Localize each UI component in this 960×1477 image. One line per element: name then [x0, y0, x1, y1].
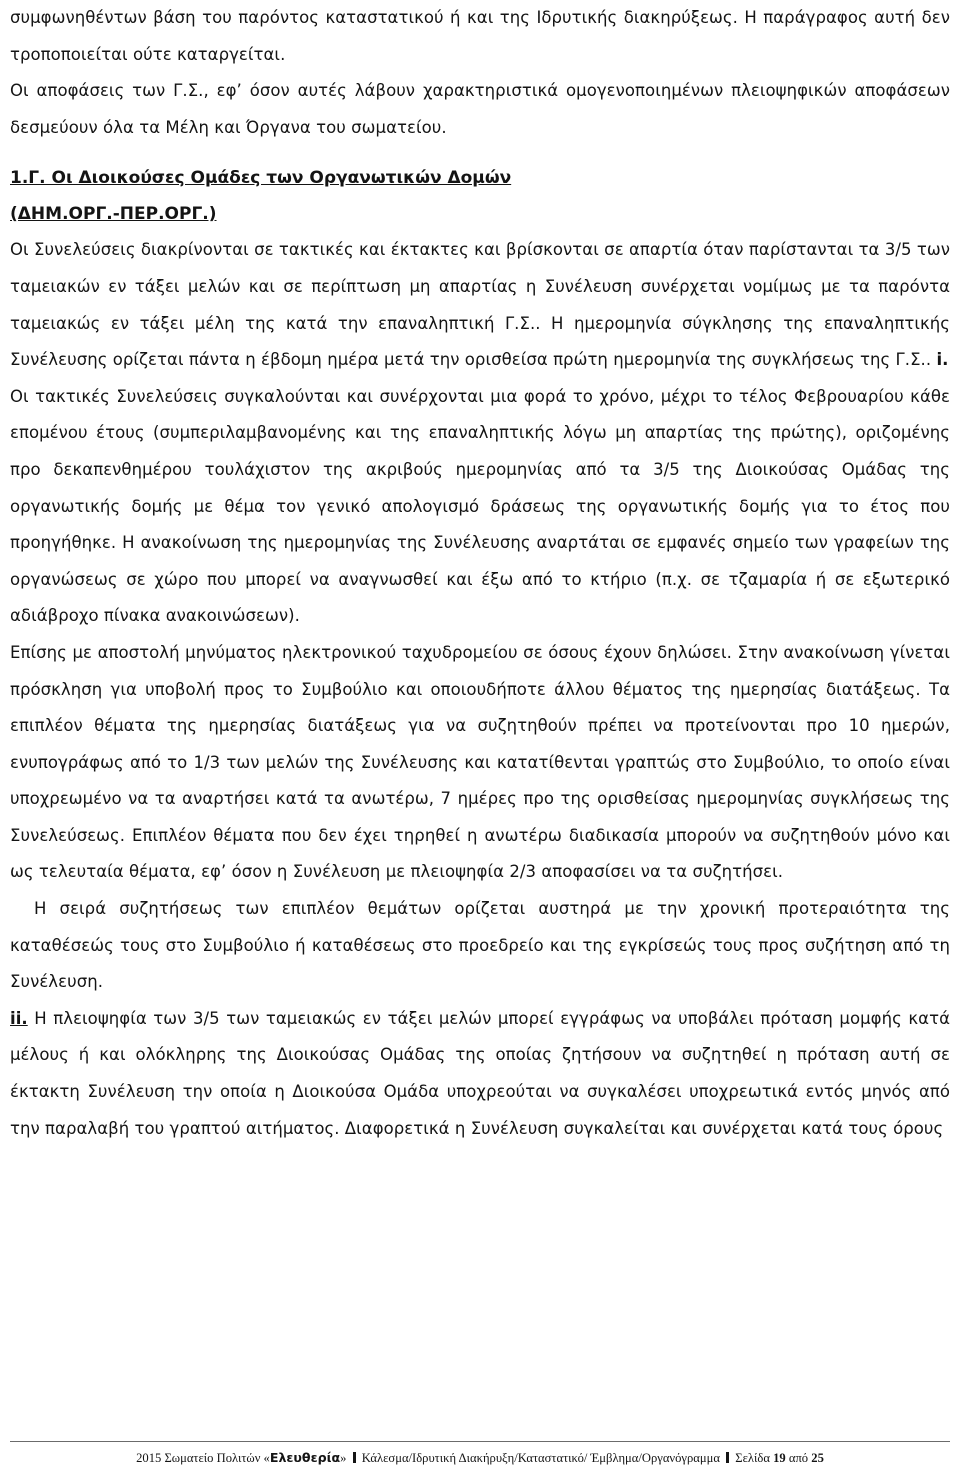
paragraph-censure-motion — [10, 1001, 950, 1147]
footer-doc-list: Κάλεσμα/Ιδρυτική Διακήρυξη/Καταστατικό/ Έμβλημα/Οργανόγραμμα — [361, 1451, 720, 1465]
footer-divider — [10, 1441, 950, 1442]
paragraph-censure-text: Η πλειοψηφία των 3/5 των ταμειακώς εν τάξει μελών μπορεί εγγράφως να υποβάλει πρόταση μομφής κατά μέλους ή και ολόκληρης της Διοικούσας Ομάδας της οποίας ζητήσουν να συζητηθεί η πρόταση αυτή σε έκτακτη Συνέλευση την οποία η Διοικούσα Ομάδα υποχρεούται να συγκαλέσει υποχρεωτικά εντός μηνός από την παραλαβή του γραπτού αιτήματος. Διαφορετικά η Συνέλευση συγκαλείται και συνέρχεται κατά τους όρους — [10, 1008, 950, 1138]
list-marker-i: i. — [936, 350, 949, 370]
paragraph-quorum-text: Οι Συνελεύσεις διακρίνονται σε τακτικές και έκτακτες και βρίσκονται σε απαρτία όταν παρίστανται τα 3/5 των ταμειακών εν τάξει μελών και σε περίπτωση μη απαρτίας η Συνέλευση συνέρχεται νομίμως με τα παρόντα ταμειακώς εν τάξει μέλη της κατά την επαναληπτική Γ.Σ.. Η ημερομηνία σύγκλησης της επαναληπτικής Συνέλευσης ορίζεται πάντα η έβδομη ημέρα μετά την ορισθείσα πρώτη ημερομηνία της συγκλήσεως της Γ.Σ.. — [10, 240, 950, 370]
section-heading — [10, 160, 950, 232]
footer-page-of: από — [788, 1451, 809, 1465]
paragraph-discussion-order: Η σειρά συζητήσεως των επιπλέον θεμάτων ορίζεται αυστηρά με την χρονική προτεραιότητα της καταθέσεώς τους στο Συμβούλιο ή καταθέσεως στο προεδρείο και της εγκρίσεώς τους προς συζήτηση από τη Συνέλευση. — [10, 899, 950, 992]
footer-page-current: 19 — [773, 1451, 786, 1465]
footer-brand: Ελευθερία — [269, 1450, 341, 1465]
section-heading-subtitle: (ΔΗΜ.ΟΡΓ.-ΠΕΡ.ΟΡΓ.) — [10, 204, 217, 225]
paragraph-regular-assemblies: Οι τακτικές Συνελεύσεις συγκαλούνται και συνέρχονται μια φορά το χρόνο, μέχρι το τέλος Φεβρουαρίου κάθε επομένου έτους (συμπεριλαμβανομένης και της επαναληπτικής λόγω μη απαρτίας της πρώτης), οριζομένης προ δεκαπενθημέρου τουλάχιστον της ακριβούς ημερομηνίας από τα 3/5 της Διοικούσας Ομάδας της οργανωτικής δομής με θέμα τον γενικό απολογισμό δράσεως της οργανωτικής δομής για το έτος που προηγήθηκε. Η ανακοίνωση της ημερομηνίας της Συνέλευσης αναρτάται σε εμφανές σημείο των γραφείων της οργανώσεως σε χώρο που μπορεί να αναγνωσθεί και έξω από το κτήριο (π.χ. σε τζαμαρία ή σε εξωτερικό αδιάβροχο πίνακα ανακοινώσεων). — [10, 386, 950, 626]
footer-separator — [353, 1452, 356, 1463]
footer-prefix: 2015 Σωματείο Πολιτών « — [136, 1451, 270, 1465]
paragraph-email-notice: Επίσης με αποστολή μηνύματος ηλεκτρονικού ταχυδρομείου σε όσους έχουν δηλώσει. Στην ανακοίνωση γίνεται πρόσκληση για υποβολή προς το Συμβούλιο και οποιουδήποτε άλλου θέματος της ημερησίας διατάξεως. Τα επιπλέον θέματα της ημερησίας διατάξεως για να συζητηθούν πρέπει να προτείνονται προ 10 ημερών, ενυπογράφως από το 1/3 των μελών της Συνέλευσης και κατατίθενται γραπτώς στο Συμβούλιο, το οποίο είναι υποχρεωμένο να τα αναρτήσει κατά τα ανωτέρω, 7 ημέρες προ της ορισθείσας ημερομηνίας συγκλήσεως της Συνελεύσεως. Επιπλέον θέματα που δεν έχει τηρηθεί η ανωτέρω διαδικασία μπορούν να συζητηθούν μόνο και ως τελευταία θέματα, εφ’ όσον η Συνέλευση με πλειοψηφία 2/3 αποφασίσει να τα συζητήσει. — [10, 642, 950, 882]
document-page — [10, 0, 950, 1147]
footer-separator — [726, 1452, 729, 1463]
footer-page-word: Σελίδα — [735, 1451, 770, 1465]
page-footer — [10, 1449, 950, 1467]
footer-page-total: 25 — [811, 1451, 824, 1465]
section-heading-title: 1.Γ. Οι Διοικούσες Ομάδες των Οργανωτικών Δομών — [10, 168, 512, 189]
list-marker-ii: ii. — [10, 1008, 28, 1028]
paragraph-continued: συμφωνηθέντων βάση του παρόντος καταστατικού ή και της Ιδρυτικής διακηρύξεως. Η παράγραφος αυτή δεν τροποποιείται ούτε καταργείται. — [10, 8, 950, 64]
paragraph-decisions: Οι αποφάσεις των Γ.Σ., εφ’ όσον αυτές λάβουν χαρακτηριστικά ομογενοποιημένων πλειοψηφικών αποφάσεων δεσμεύουν όλα τα Μέλη και Όργανα του σωματείου. — [10, 81, 950, 137]
paragraph-quorum — [10, 232, 950, 378]
footer-suffix: » — [340, 1451, 347, 1465]
